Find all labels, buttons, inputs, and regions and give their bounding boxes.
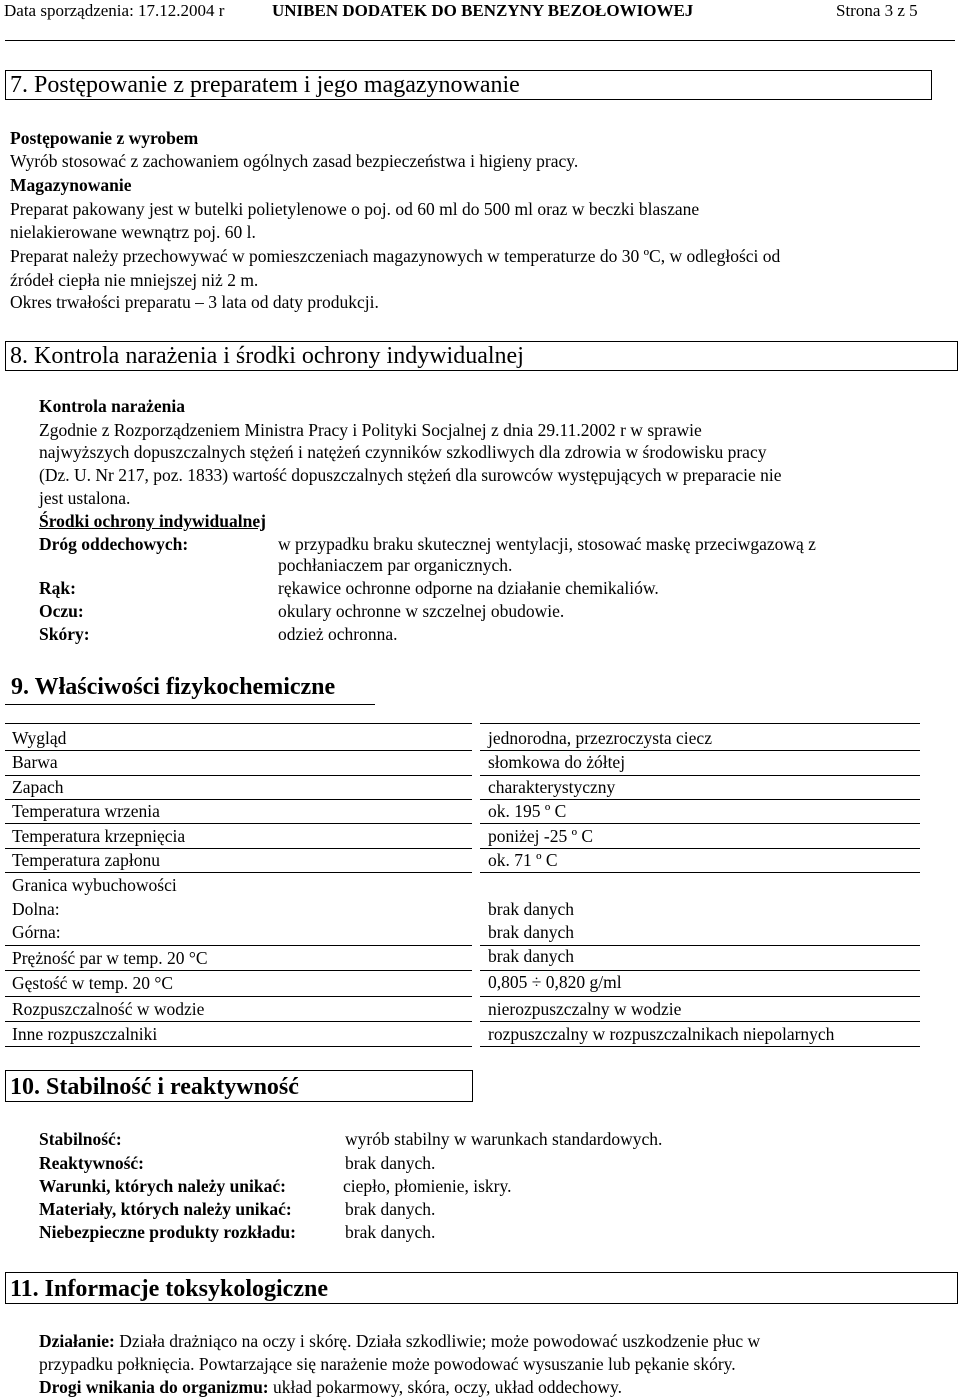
- s7-storage-text-1: Preparat pakowany jest w butelki polietylenowe o poj. od 60 ml do 500 ml oraz w beczki blaszane: [10, 199, 700, 219]
- prop-label: Dolna:: [12, 899, 60, 919]
- s11-line-3: [39, 1377, 622, 1398]
- prop-value: brak danych: [488, 899, 575, 919]
- prop-value: brak danych: [488, 946, 575, 966]
- prop-label: Granica wybuchowości: [12, 875, 177, 895]
- prop-label: Temperatura wrzenia: [12, 801, 160, 821]
- section-10-heading: [5, 1070, 473, 1102]
- prop-value: słomkowa do żółtej: [488, 752, 626, 772]
- s11-routes-text: układ pokarmowy, skóra, oczy, układ oddechowy.: [273, 1377, 622, 1397]
- section-9-title: 9. Właściwości fizykochemiczne: [11, 674, 336, 700]
- ppe-label-skin: Skóry:: [39, 624, 90, 644]
- s8-exposure-text-4: jest ustalona.: [39, 488, 131, 508]
- ppe-label-respiratory: Dróg oddechowych:: [39, 534, 189, 554]
- s8-exposure-text-2: najwyższych dopuszczalnych stężeń i natężeń czynników szkodliwych dla zdrowia w środowisku pracy: [39, 442, 767, 462]
- s8-exposure-heading: Kontrola narażenia: [39, 396, 185, 416]
- s11-line-1: [39, 1331, 760, 1352]
- s10-label: Reaktywność:: [39, 1153, 144, 1173]
- prop-label: Zapach: [12, 777, 64, 797]
- s7-handling-heading: Postępowanie z wyrobem: [10, 128, 199, 148]
- header-title: UNIBEN DODATEK DO BENZYNY BEZOŁOWIOWEJ: [272, 1, 694, 20]
- prop-value: 0,805 ÷ 0,820 g/ml: [488, 972, 622, 992]
- prop-label: Rozpuszczalność w wodzie: [12, 999, 205, 1019]
- s7-handling-text: Wyrób stosować z zachowaniem ogólnych zasad bezpieczeństwa i higieny pracy.: [10, 151, 579, 171]
- prop-value: charakterystyczny: [488, 777, 616, 797]
- prop-label: Górna:: [12, 922, 61, 942]
- prop-label: Inne rozpuszczalniki: [12, 1024, 158, 1044]
- section-11-heading: [5, 1272, 958, 1304]
- section-11-title: 11. Informacje toksykologiczne: [10, 1276, 328, 1302]
- prop-value: nierozpuszczalny w wodzie: [488, 999, 682, 1019]
- s10-value: brak danych.: [345, 1222, 436, 1242]
- s7-storage-text-2: nielakierowane wewnątrz poj. 60 l.: [10, 222, 256, 242]
- header-date: Data sporządzenia: 17.12.2004 r: [4, 1, 225, 20]
- prop-label: Wygląd: [12, 728, 67, 748]
- s10-value: ciepło, płomienie, iskry.: [343, 1176, 512, 1196]
- s11-effect-text: Działa drażniąco na oczy i skórę. Działa szkodliwie; może powodować uszkodzenie płuc w: [119, 1331, 761, 1351]
- s10-value: brak danych.: [345, 1199, 436, 1219]
- section-9-underline: [5, 704, 375, 705]
- prop-value: jednorodna, przezroczysta ciecz: [488, 728, 712, 748]
- s11-routes-label: Drogi wnikania do organizmu:: [39, 1377, 269, 1397]
- s10-label: Materiały, których należy unikać:: [39, 1199, 292, 1219]
- ppe-label-hands: Rąk:: [39, 578, 76, 598]
- s10-label: Niebezpieczne produkty rozkładu:: [39, 1222, 296, 1242]
- prop-value: rozpuszczalny w rozpuszczalnikach niepolarnych: [488, 1024, 835, 1044]
- ppe-value-respiratory: w przypadku braku skutecznej wentylacji, stosować maskę przeciwgazową z: [278, 534, 816, 554]
- s7-storage-text-4: źródeł ciepła nie mniejszej niż 2 m.: [10, 270, 259, 290]
- ppe-value-hands: rękawice ochronne odporne na działanie chemikaliów.: [278, 578, 659, 598]
- prop-label: Barwa: [12, 752, 58, 772]
- ppe-value-eyes: okulary ochronne w szczelnej obudowie.: [278, 601, 565, 621]
- section-10-title: 10. Stabilność i reaktywność: [10, 1074, 299, 1100]
- header-page: Strona 3 z 5: [836, 1, 918, 20]
- prop-value: poniżej -25 º C: [488, 826, 594, 846]
- ppe-label-eyes: Oczu:: [39, 601, 84, 621]
- section-7-title: 7. Postępowanie z preparatem i jego magazynowanie: [10, 72, 520, 98]
- s11-effect-label: Działanie:: [39, 1331, 115, 1351]
- prop-value: ok. 71 º C: [488, 850, 558, 870]
- section-8-heading: [5, 341, 958, 371]
- s10-label: Stabilność:: [39, 1129, 122, 1149]
- prop-label: Prężność par w temp. 20 °C: [12, 948, 208, 968]
- header-divider: [5, 40, 955, 41]
- section-8-title: 8. Kontrola narażenia i środki ochrony indywidualnej: [10, 343, 524, 369]
- prop-label: Temperatura krzepnięcia: [12, 826, 186, 846]
- s10-value: brak danych.: [345, 1153, 436, 1173]
- ppe-value-respiratory-2: pochłaniaczem par organicznych.: [278, 555, 513, 575]
- s7-shelf-life: Okres trwałości preparatu – 3 lata od daty produkcji.: [10, 292, 379, 312]
- ppe-value-skin: odzież ochronna.: [278, 624, 398, 644]
- prop-label: Temperatura zapłonu: [12, 850, 160, 870]
- prop-value: brak danych: [488, 922, 575, 942]
- s11-line-2: przypadku połknięcia. Powtarzające się narażenie może powodować wysuszanie lub pękanie skóry.: [39, 1354, 736, 1374]
- section-7-heading: [5, 70, 932, 100]
- prop-label: Gęstość w temp. 20 °C: [12, 973, 174, 993]
- s8-exposure-text-1: Zgodnie z Rozporządzeniem Ministra Pracy i Polityki Socjalnej z dnia 29.11.2002 r w sprawie: [39, 420, 702, 440]
- s8-ppe-heading: Środki ochrony indywidualnej: [39, 511, 266, 531]
- s8-exposure-text-3: (Dz. U. Nr 217, poz. 1833) wartość dopuszczalnych stężeń dla surowców występujących w preparacie nie: [39, 465, 782, 485]
- prop-value: ok. 195 º C: [488, 801, 567, 821]
- s7-storage-text-3: Preparat należy przechowywać w pomieszczeniach magazynowych w temperaturze do 30 ºC, w odległości od: [10, 246, 781, 266]
- s7-storage-heading: Magazynowanie: [10, 175, 132, 195]
- s10-label: Warunki, których należy unikać:: [39, 1176, 286, 1196]
- s10-value: wyrób stabilny w warunkach standardowych.: [345, 1129, 663, 1149]
